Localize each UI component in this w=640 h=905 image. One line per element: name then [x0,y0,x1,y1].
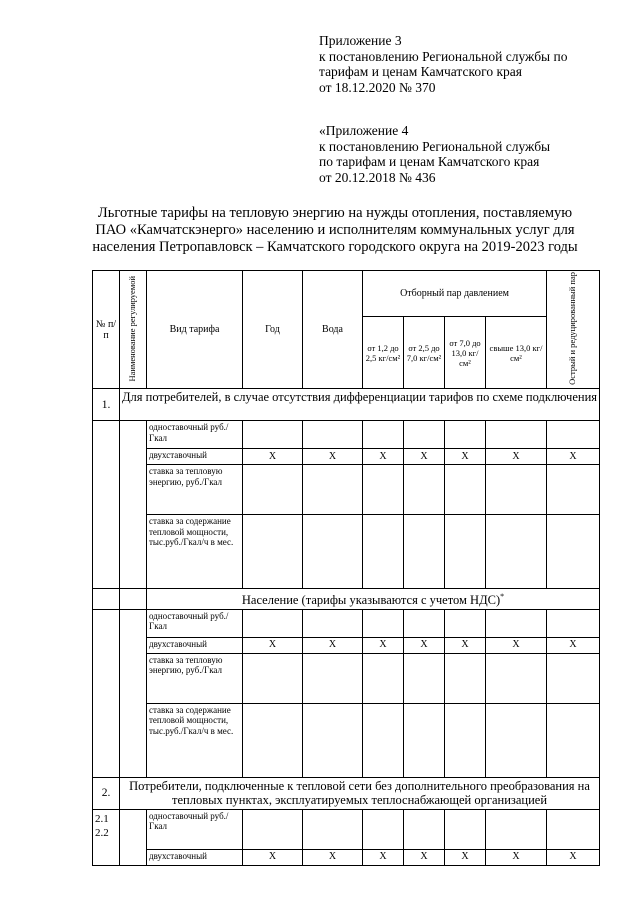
footnote-mark: * [500,592,505,602]
x-mark: X [445,449,486,465]
x-mark: X [404,849,445,865]
empty-cell [120,421,147,589]
section-title: Для потребителей, в случае отсутствия дифференциации тарифов по схеме подключения [120,389,600,421]
x-mark: X [303,449,363,465]
x-mark: X [547,637,600,653]
row-num-cell [93,809,120,865]
header-tariff-type: Вид тарифа [147,271,243,389]
empty-cell [363,609,404,637]
empty-cell [243,809,303,849]
empty-cell [445,809,486,849]
table-row [93,637,600,653]
empty-cell [486,809,547,849]
x-mark: X [243,637,303,653]
table-row [93,421,600,449]
empty-cell [243,703,303,777]
empty-cell [547,465,600,515]
empty-cell [303,703,363,777]
empty-cell [363,809,404,849]
section-row [93,777,600,809]
row-label: одноставочный руб./Гкал [147,609,243,637]
section-row [93,389,600,421]
x-mark: X [303,849,363,865]
empty-cell [547,515,600,589]
empty-cell [363,465,404,515]
section-num: 1. [93,389,120,421]
header-line: от 18.12.2020 № 370 [319,79,436,95]
empty-cell [303,609,363,637]
empty-cell [303,809,363,849]
empty-cell [486,421,547,449]
empty-cell [404,809,445,849]
x-mark: X [363,449,404,465]
section-num: 2. [93,777,120,809]
empty-cell [404,465,445,515]
empty-cell [445,515,486,589]
empty-cell [547,653,600,703]
row-label: ставка за тепловую энергию, руб./Гкал [147,465,243,515]
x-mark: X [363,849,404,865]
x-mark: X [404,449,445,465]
population-title-cell [147,589,600,609]
empty-cell [93,609,120,777]
x-mark: X [445,637,486,653]
header-num: № п/п [93,271,120,389]
row-label: одноставочный руб./Гкал [147,809,243,849]
empty-cell [243,421,303,449]
empty-cell [486,609,547,637]
header-steam-4: свыше 13,0 кг/см² [486,317,547,389]
header-line: тарифам и ценам Камчатского края [319,64,522,79]
population-row [93,589,600,609]
header-block-appendix-4 [319,123,550,185]
empty-cell [363,703,404,777]
x-mark: X [404,637,445,653]
empty-cell [303,515,363,589]
empty-cell [445,465,486,515]
empty-cell [547,609,600,637]
empty-cell [445,609,486,637]
empty-cell [486,703,547,777]
header-line: Приложение 3 [319,33,402,48]
row-label: двухставочный [147,637,243,653]
header-line: к постановлению Региональной службы [319,138,551,154]
title-line: ПАО «Камчатскэнерго» населению и исполнителям коммунальных услуг для [95,222,575,238]
empty-cell [303,653,363,703]
population-title: Население (тарифы указываются с учетом НДС) [241,593,501,608]
empty-cell [93,589,120,609]
empty-cell [93,421,120,589]
empty-cell [486,653,547,703]
empty-cell [120,609,147,777]
row-num: 2.2 [95,826,109,839]
empty-cell [445,421,486,449]
empty-cell [243,465,303,515]
empty-cell [547,809,600,849]
tariff-table [92,270,600,866]
header-line: «Приложение 4 [319,123,409,138]
empty-cell [303,421,363,449]
empty-cell [363,653,404,703]
table-row [93,809,600,849]
x-mark: X [303,637,363,653]
header-steam-group: Отборный пар давлением [363,271,547,317]
empty-cell [404,703,445,777]
x-mark: X [486,637,547,653]
header-line: к постановлению Региональной службы по [319,48,568,64]
empty-cell [363,515,404,589]
title-line: Льготные тарифы на тепловую энергию на нужды отопления, поставляемую [97,205,573,221]
header-steam-3: от 7,0 до 13,0 кг/см² [445,317,486,389]
empty-cell [303,465,363,515]
table-row [93,449,600,465]
empty-cell [363,421,404,449]
row-label: ставка за тепловую энергию, руб./Гкал [147,653,243,703]
row-label: двухставочный [147,849,243,865]
header-water: Вода [303,271,363,389]
header-line: от 20.12.2018 № 436 [319,169,436,185]
empty-cell [243,609,303,637]
x-mark: X [445,849,486,865]
empty-cell [404,421,445,449]
table-row [93,465,600,515]
x-mark: X [363,637,404,653]
x-mark: X [486,449,547,465]
table-row [93,849,600,865]
header-sharp-cell [547,271,600,389]
header-year: Год [243,271,303,389]
table-row [93,609,600,637]
header-org-cell [120,271,147,389]
header-steam-2: от 2,5 до 7,0 кг/см² [404,317,445,389]
x-mark: X [547,849,600,865]
x-mark: X [243,449,303,465]
empty-cell [120,589,147,609]
table-row [93,703,600,777]
empty-cell [404,653,445,703]
empty-cell [445,653,486,703]
x-mark: X [486,849,547,865]
header-sharp: Острый и редуцированный пар [567,272,578,385]
row-label: одноставочный руб./Гкал [147,421,243,449]
header-org: Наименование регулируемой [127,275,138,382]
empty-cell [486,515,547,589]
header-block-appendix-3 [319,33,567,95]
empty-cell [445,703,486,777]
empty-cell [486,465,547,515]
header-line: по тарифам и ценам Камчатского края [319,154,540,169]
empty-cell [547,703,600,777]
x-mark: X [547,449,600,465]
table-row [93,653,600,703]
document-title [60,205,610,256]
section-title: Потребители, подключенные к тепловой сети без дополнительного преобразования на тепловых пунктах, эксплуатируемых теплоснабжающей организацией [120,777,600,809]
row-num: 2.1 [95,812,109,825]
x-mark: X [243,849,303,865]
header-steam-1: от 1,2 до 2,5 кг/см² [363,317,404,389]
table-header-row [93,271,600,317]
empty-cell [120,809,147,865]
empty-cell [404,609,445,637]
empty-cell [547,421,600,449]
row-label: ставка за содержание тепловой мощности, тыс.руб./Гкал/ч в мес. [147,703,243,777]
empty-cell [404,515,445,589]
table-row [93,515,600,589]
row-label: двухставочный [147,449,243,465]
row-label: ставка за содержание тепловой мощности, тыс.руб./Гкал/ч в мес. [147,515,243,589]
empty-cell [243,653,303,703]
title-line: населения Петропавловск – Камчатского городского округа на 2019-2023 годы [92,239,578,255]
empty-cell [243,515,303,589]
